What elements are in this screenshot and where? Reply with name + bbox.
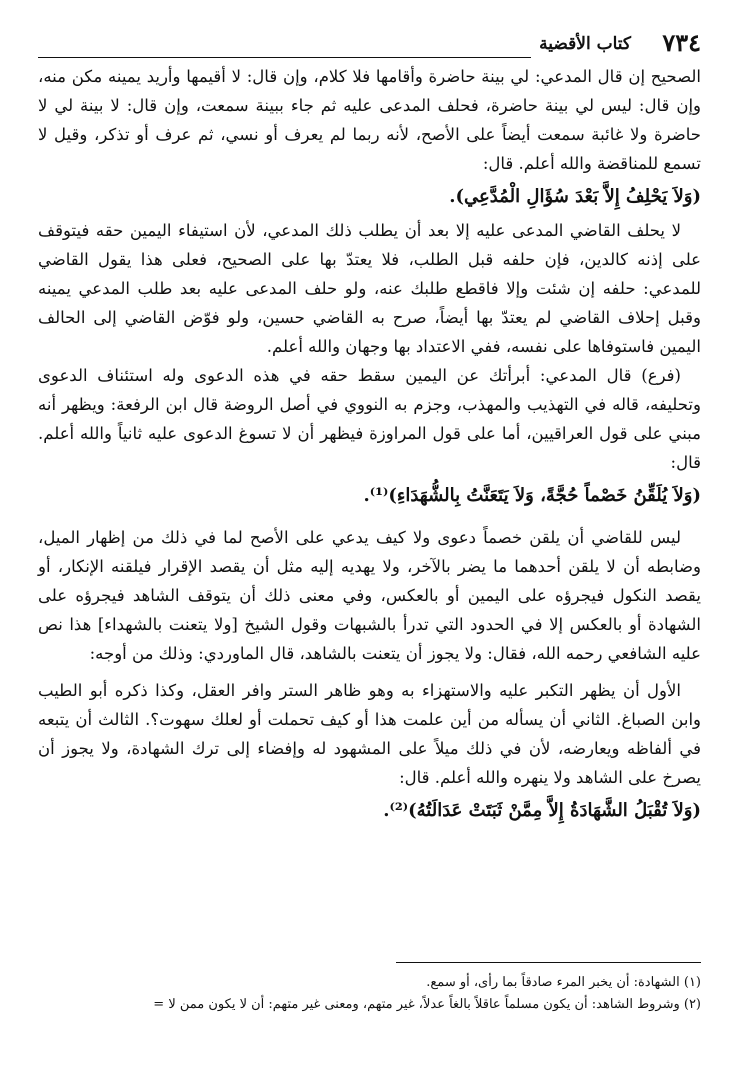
- page-header: [38, 26, 701, 60]
- paragraph: الأول أن يظهر التكبر عليه والاستهزاء به وهو ظاهر الستر وافر العقل، وكذا ذكره أبو الطيب وابن الصباغ. الثاني أن يسأله من أين علمت هذا أو كيف تحملت أو لعلك سهوت؟. الثالث أن يتبعه في ألفاظه ويعارضه، لأن في ذلك ميلاً على المشهود له وإفضاء إلى ترك الشهادة، ولا يجوز أن يصرخ على الشاهد ولا ينهره والله أعلم. قال:: [38, 681, 701, 787]
- chapter-title: كتاب الأقضية: [539, 34, 631, 54]
- matn-line: (وَلاَ تُقْبَلُ الشَّهَادَةُ إِلاَّ مِمَّنْ ثَبَتَتْ عَدَالَتُهُ)⁽²⁾.: [383, 800, 701, 821]
- paragraph: (فرع) قال المدعي: أبرأتك عن اليمين سقط حقه في هذه الدعوى وله استئناف الدعوى وتحليفه، قاله في التهذيب والمهذب، وجزم به النووي في أصل الروضة قال ابن الرفعة: ويظهر أنه مبني على قول العراقيين، أما على قول المراوزة فيظهر أن لا تسوغ الدعوى عليه ثانياً والله أعلم. قال:: [38, 366, 701, 472]
- page-body: [38, 62, 701, 830]
- paragraph-gap: [38, 668, 701, 676]
- footnote-1: (١) الشهادة: أن يخبر المرء صادقاً بما رأى، أو سمع.: [426, 975, 701, 990]
- matn-line: (وَلاَ يُلَقِّنُ خَصْماً حُجَّةً، وَلاَ يَتَعَنَّتُ بِالشُّهَدَاءِ)⁽¹⁾.: [363, 485, 701, 506]
- paragraph: الصحيح إن قال المدعي: لي بينة حاضرة وأقامها فلا كلام، وإن قال: لا أقيمها وأريد يمينه مكن منه، وإن قال: ليس لي بينة حاضرة، فحلف المدعى عليه ثم جاء ببينة سمعت، وإن قال: لا بينة لي لا حاضرة ولا غائبة سمعت أيضاً على الأصح، لأنه ربما لم يعرف أو نسي، ثم عرف أو تذكر، وقيل لا تسمع للمناقضة والله أعلم. قال:: [38, 67, 701, 173]
- footnote-rule: [396, 962, 701, 963]
- paragraph-gap: [38, 515, 701, 523]
- page-number: ٧٣٤: [662, 28, 701, 57]
- paragraph: لا يحلف القاضي المدعى عليه إلا بعد أن يطلب ذلك المدعي، لأن استيفاء اليمين حقه فيتوقف على إذنه كالدين، فإن حلفه قبل الطلب، فلا يعتدّ بها على الصحيح، فعلى هذا يقول القاضي للمدعي: حلفه إن شئت وإلا فاقطع طلبك عنه، ولو حلف المدعى عليه بعد طلب المدعي يمينه وقبل إحلاف القاضي لم يعتدّ بها أيضاً، صرح به القاضي حسين، ولو فوّض القاضي إلى الحالف اليمين فاستوفاها على نفسه، ففي الاعتداد بها وجهان والله أعلم.: [38, 221, 701, 356]
- matn-line: (وَلاَ يَحْلِفُ إِلاَّ بَعْدَ سُؤَالِ الْمُدَّعِي).: [449, 186, 701, 207]
- paragraph: ليس للقاضي أن يلقن خصماً دعوى ولا كيف يدعي على الأصح لما في ذلك من إظهار الميل، وضابطه أن لا يلقن أحدهما ما يضر بالآخر، ولا يهديه إليه مثل أن يقصد الإقرار فيلقنه الإنكار، أو يقصد النكول فيجرؤه على اليمين أو بالعكس، وفي معنى ذلك أن يتوقف الشاهد فيجرؤه على الشهادة أو بالعكس إلا في الحدود التي تدرأ بالشبهات وقول الشيخ [ولا يتعنت بالشهداء] هذا نص عليه الشافعي رحمه الله، فقال: ولا يجوز أن يتعنت بالشاهد، قال الماوردي: وذلك من أوجه:: [38, 528, 701, 663]
- header-rule: [38, 57, 531, 58]
- footnote-2: (٢) وشروط الشاهد: أن يكون مسلماً عاقلاً بالغاً عدلاً، غير متهم، ومعنى غير متهم: أن لا يكون ممن لا =: [153, 997, 701, 1012]
- footnotes: [38, 972, 701, 1016]
